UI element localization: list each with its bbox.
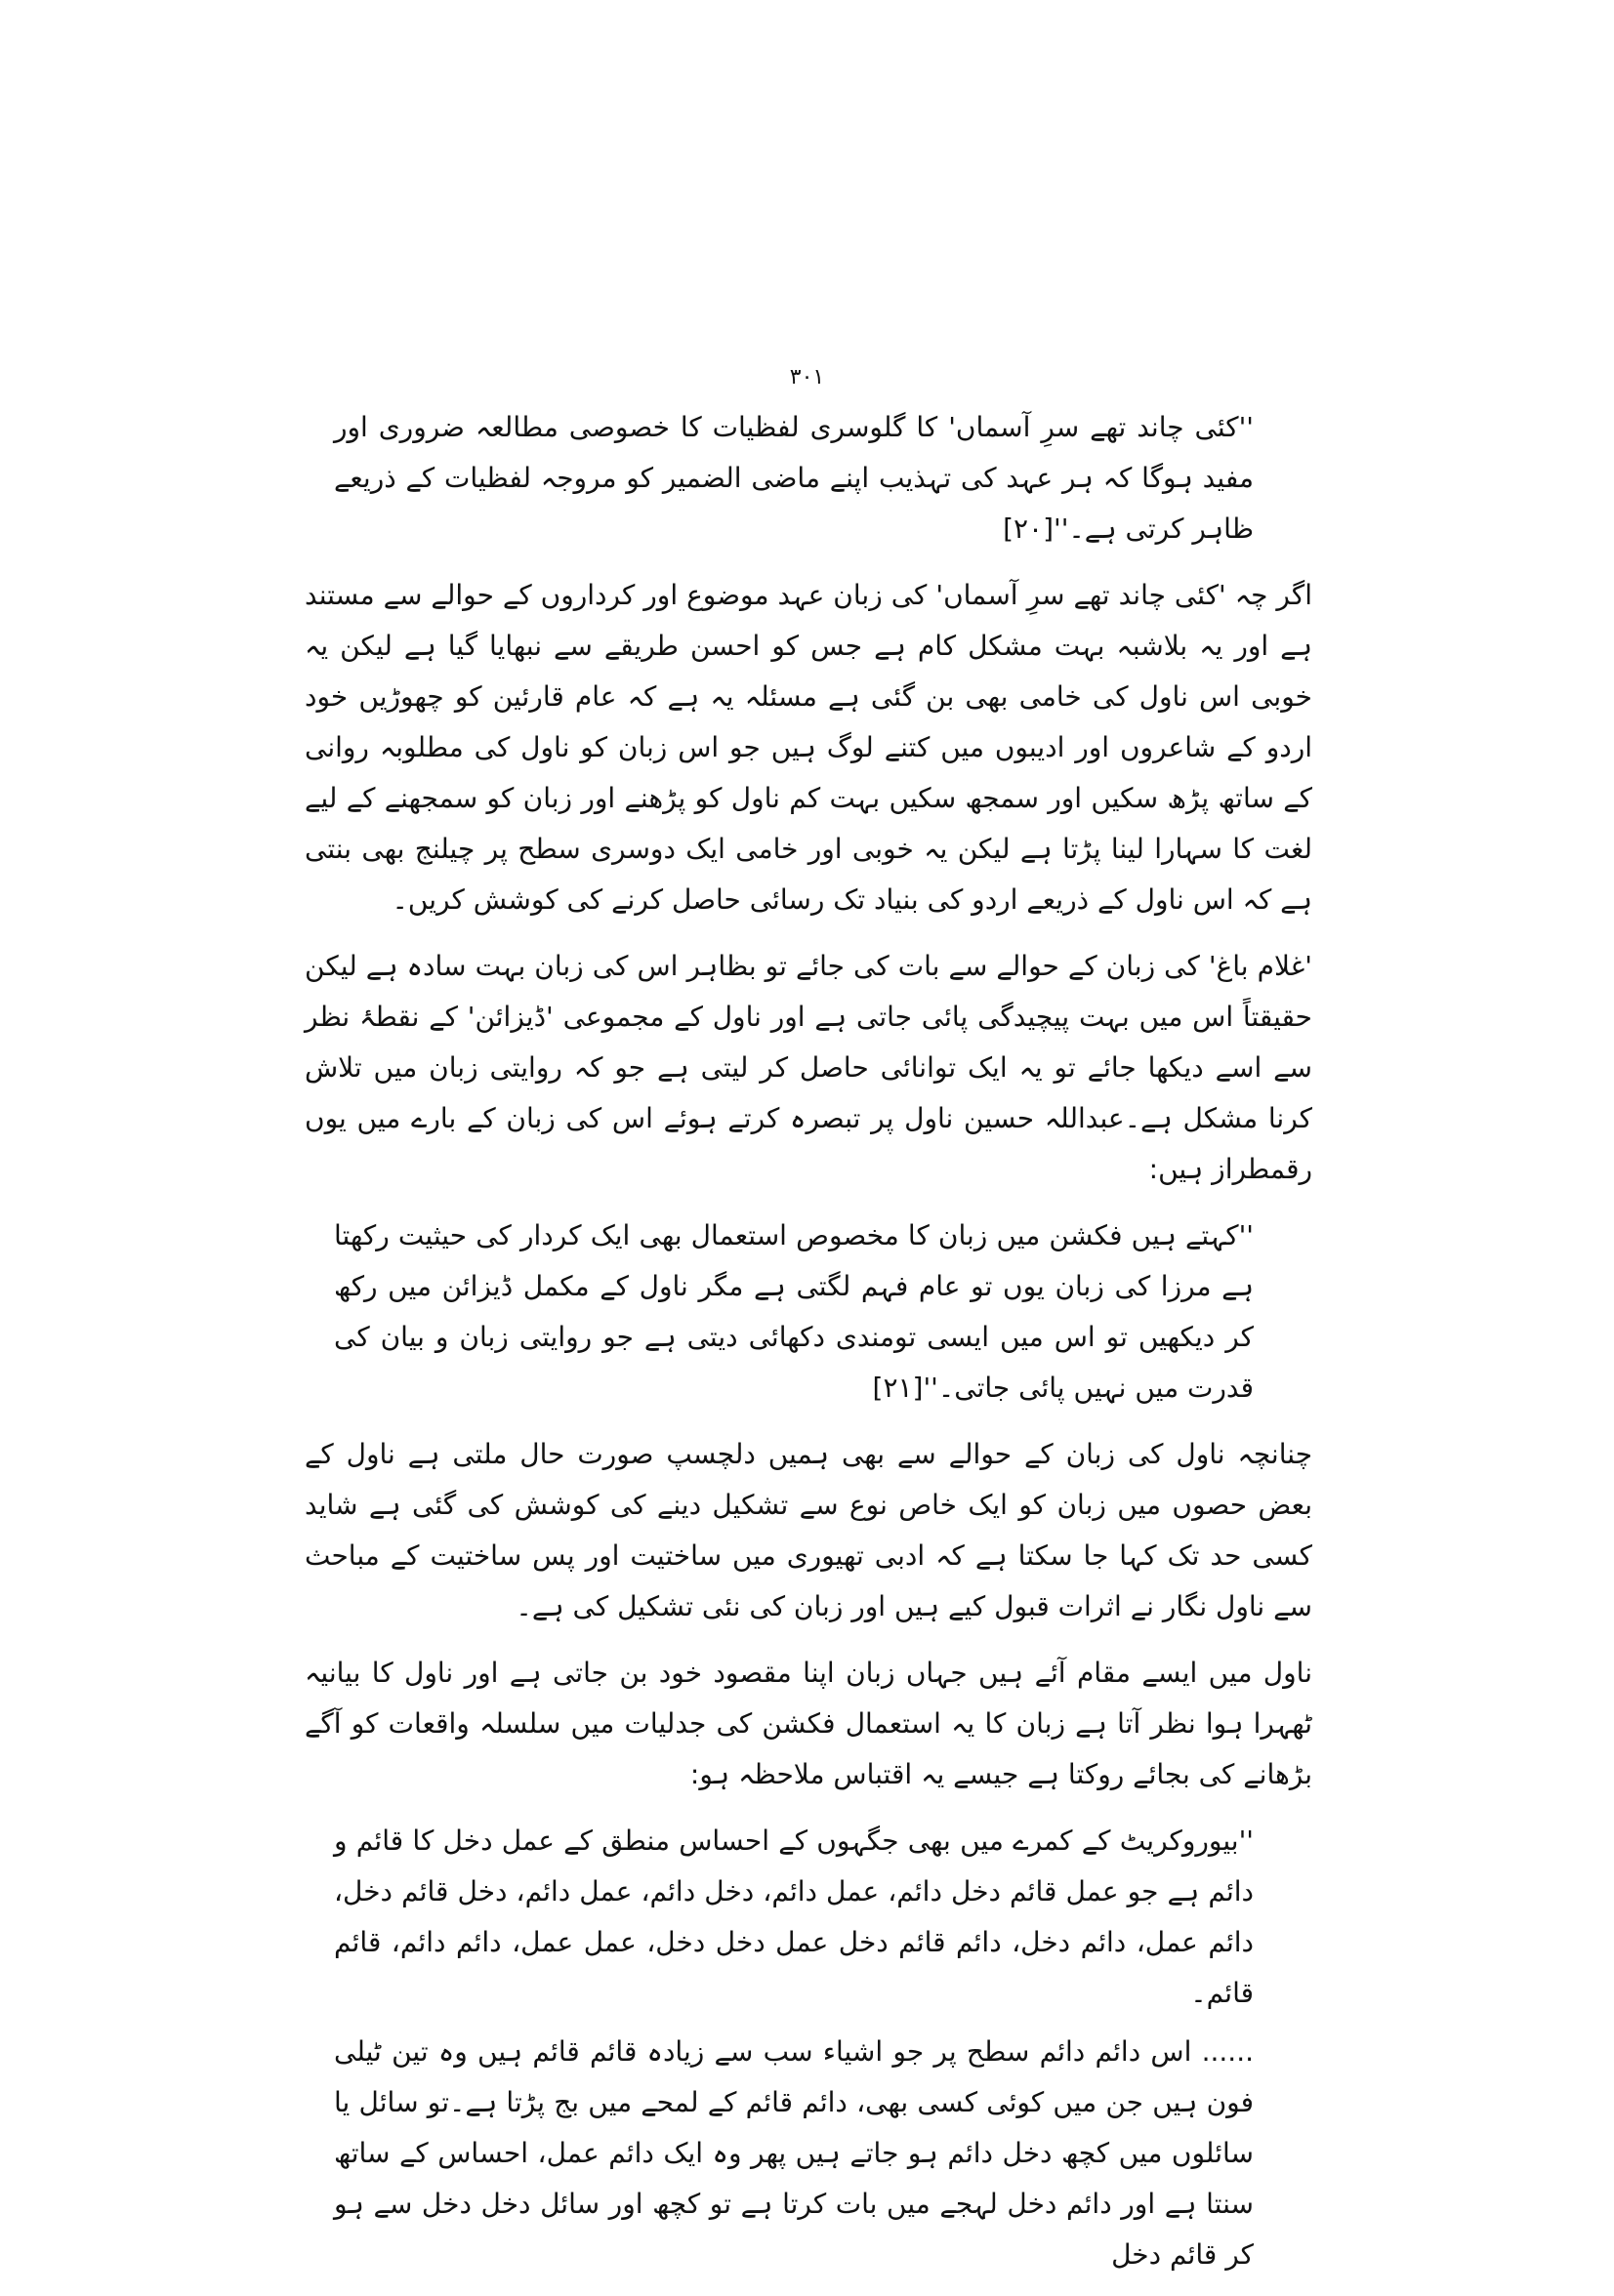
block-quote: ...... اس دائم دائم سطح پر جو اشیاء سب سے زیادہ قائم قائم ہیں وہ تین ٹیلی فون ہیں جن میں کوئی کسی بھی، دائم قائم کے لمحے میں بج پڑتا ہے۔تو سائل یا سائلوں میں کچھ دخل دائم ہو جاتے ہیں پھر وہ ایک دائم عمل، احساس کے ساتھ سنتا ہے اور دائم دخل لہجے میں بات کرتا ہے تو کچھ اور سائل دخل دخل سے ہو کر قائم دخل bbox=[334, 2035, 1254, 2271]
page-body bbox=[305, 402, 1312, 2296]
page-number: ۳۰۱ bbox=[789, 365, 825, 390]
block-quote: ''کئی چاند تھے سرِ آسماں' کا گلوسری لفظیات کا خصوصی مطالعہ ضروری اور مفید ہوگا کہ ہر عہد کی تہذیب اپنے ماضی الضمیر کو مروجہ لفظیات کے ذریعے ظاہر کرتی ہے۔''[۲۰] bbox=[334, 411, 1254, 545]
block-quote: ''کہتے ہیں فکشن میں زبان کا مخصوص استعمال بھی ایک کردار کی حیثیت رکھتا ہے مرزا کی زبان یوں تو عام فہم لگتی ہے مگر ناول کے مکمل ڈیزائن میں رکھ کر دیکھیں تو اس میں ایسی تومندی دکھائی دیتی ہے جو روایتی زبان و بیان کی قدرت میں نہیں پائی جاتی۔''[۲۱] bbox=[334, 1219, 1254, 1404]
block-quote: ''بیوروکریٹ کے کمرے میں بھی جگہوں کے احساس منطق کے عمل دخل کا قائم و دائم ہے جو عمل قائم دخل دائم، عمل دائم، دخل دائم، عمل دائم، دخل قائم دخل، دائم عمل، دائم دخل، دائم قائم دخل عمل دخل دخل، عمل عمل، دائم دائم، قائم قائم۔ bbox=[334, 1824, 1254, 2009]
paragraph: اگر چہ 'کئی چاند تھے سرِ آسماں' کی زبان عہد موضوع اور کرداروں کے حوالے سے مستند ہے اور یہ بلاشبہ بہت مشکل کام ہے جس کو احسن طریقے سے نبھایا گیا ہے لیکن یہ خوبی اس ناول کی خامی بھی بن گئی ہے مسئلہ یہ ہے کہ عام قارئین کو چھوڑیں خود اردو کے شاعروں اور ادیبوں میں کتنے لوگ ہیں جو اس زبان کو ناول کی مطلوبہ روانی کے ساتھ پڑھ سکیں اور سمجھ سکیں بہت کم ناول کو پڑھنے اور زبان کو سمجھنے کے لیے لغت کا سہارا لینا پڑتا ہے لیکن یہ خوبی اور خامی ایک دوسری سطح پر چیلنج بھی بنتی ہے کہ اس ناول کے ذریعے اردو کی بنیاد تک رسائی حاصل کرنے کی کوشش کریں۔ bbox=[305, 579, 1312, 916]
paragraph: چنانچہ ناول کی زبان کے حوالے سے بھی ہمیں دلچسپ صورت حال ملتی ہے ناول کے بعض حصوں میں زبان کو ایک خاص نوع سے تشکیل دینے کی کوشش کی گئی ہے شاید کسی حد تک کہا جا سکتا ہے کہ ادبی تھیوری میں ساختیت اور پس ساختیت کے مباحث سے ناول نگار نے اثرات قبول کیے ہیں اور زبان کی نئی تشکیل کی ہے۔ bbox=[305, 1438, 1312, 1622]
paragraph: 'غلام باغ' کی زبان کے حوالے سے بات کی جائے تو بظاہر اس کی زبان بہت سادہ ہے لیکن حقیقتاً اس میں بہت پیچیدگی پائی جاتی ہے اور ناول کے مجموعی 'ڈیزائن' کے نقطۂ نظر سے اسے دیکھا جائے تو یہ ایک توانائی حاصل کر لیتی ہے جو کہ روایتی زبان میں تلاش کرنا مشکل ہے۔عبداللہ حسین ناول پر تبصرہ کرتے ہوئے اس کی زبان کے بارے میں یوں رقمطراز ہیں: bbox=[305, 950, 1312, 1185]
paragraph: ناول میں ایسے مقام آئے ہیں جہاں زبان اپنا مقصود خود بن جاتی ہے اور ناول کا بیانیہ ٹھہرا ہوا نظر آتا ہے زبان کا یہ استعمال فکشن کی جدلیات میں سلسلہ واقعات کو آگے بڑھانے کی بجائے روکتا ہے جیسے یہ اقتباس ملاحظہ ہو: bbox=[305, 1657, 1312, 1790]
